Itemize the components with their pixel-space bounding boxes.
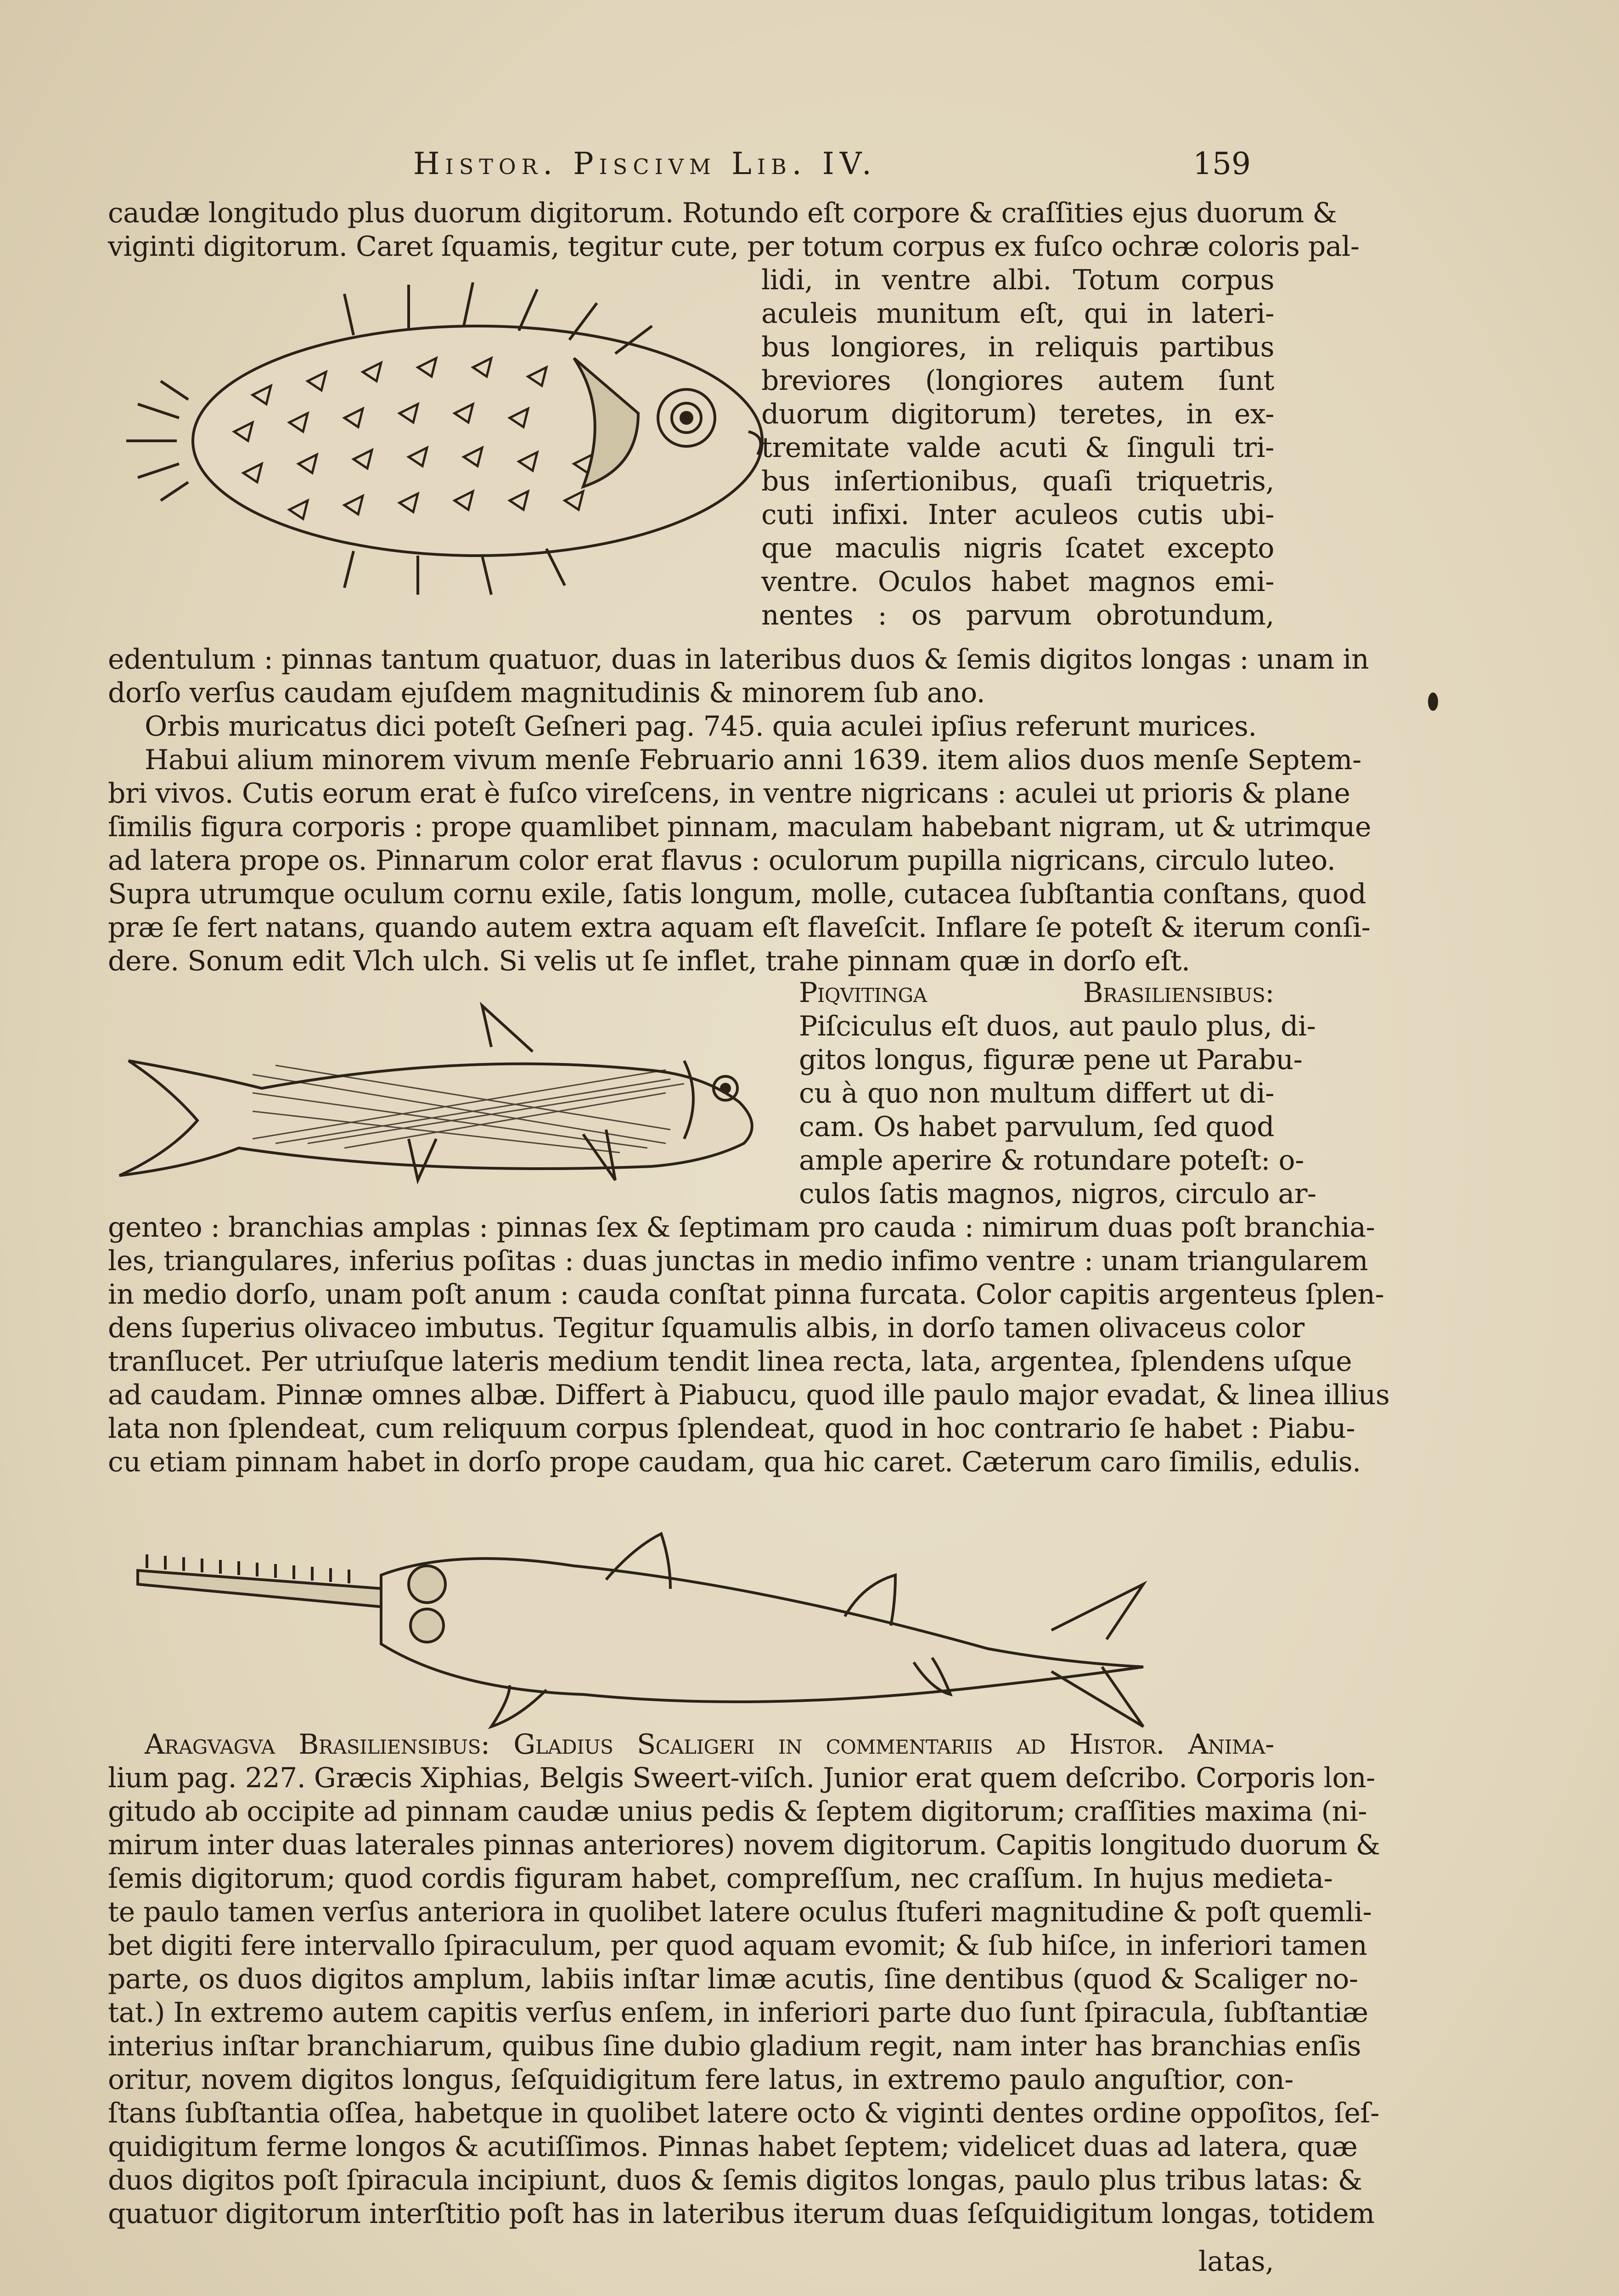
text-beside-porcupine-fish [761, 264, 1274, 632]
text-line: culos ſatis magnos, nigros, circulo ar- [799, 1178, 1316, 1210]
text-beside-piquitinga-fish [799, 976, 1316, 1211]
text-line: lium pag. 227. Græcis Xiphias, Belgis Sweert-viſch. Junior erat quem deſcribo. Corporis lon- [108, 1762, 1375, 1794]
text-line: Piſciculus eſt duos, aut paulo plus, di- [799, 1010, 1316, 1042]
text-line: ample aperire & rotundare poteſt: o- [799, 1144, 1304, 1176]
text-line: lidi, in ventre albi. Totum corpus [761, 264, 1274, 296]
text-line: tremitate valde acuti & ſinguli tri- [761, 432, 1274, 464]
text-line: gitudo ab occipite ad pinnam caudæ unius pedis & ſeptem digitorum; craſſities maxima (ni- [108, 1795, 1367, 1828]
text-line: bri vivos. Cutis eorum erat è fuſco vireſcens, in ventre nigricans : aculei ut prioris & plane [108, 777, 1350, 810]
text-line: dorſo verſus caudam ejuſdem magnitudinis & minorem ſub ano. [108, 677, 985, 709]
text-line: cu à quo non multum differt ut di- [799, 1077, 1274, 1109]
text-line: parte, os duos digitos amplum, labiis inſtar limæ acutis, ſine dentibus (quod & Scaliger no- [108, 1963, 1358, 1995]
text-line: lata non ſplendeat, cum reliquum corpus ſplendeat, quod in hoc contrario ſe habet : Piabu- [108, 1412, 1355, 1445]
ink-blot [1428, 692, 1438, 711]
text-line: aculeis munitum eſt, qui in lateri- [761, 298, 1274, 330]
text-line: interius inſtar branchiarum, quibus ſine dubio gladium regit, nam inter has branchias enſis [108, 2030, 1361, 2062]
text-line: quatuor digitorum interſtitio poſt has in lateribus iterum duas ſeſquidigitum longas, totidem [108, 2198, 1375, 2230]
text-line: in medio dorſo, unam poſt anum : cauda conſtat pinna furcata. Color capitis argenteus ſplen- [108, 1278, 1384, 1311]
text-line: dere. Sonum edit Vlch ulch. Si velis ut ſe inflet, trahe pinnam quæ in dorſo eſt. [108, 945, 1190, 977]
text-line: ſemis digitorum; quod cordis figuram habet, compreſſum, nec craſſum. In hujus medieta- [108, 1863, 1333, 1895]
text-line: breviores (longiores autem ſunt [761, 365, 1274, 397]
text-line: duos digitos poſt ſpiracula incipiunt, duos & ſemis digitos longas, paulo plus tribus latas: & [108, 2164, 1362, 2196]
text-line: viginti digitorum. Caret ſquamis, tegitur cute, per totum corpus ex fuſco ochræ coloris pal- [108, 231, 1360, 263]
text-line: ad caudam. Pinnæ omnes albæ. Differt à Piabucu, quod ille paulo major evadat, & linea illius [108, 1379, 1390, 1411]
text-line: Habui alium minorem vivum menſe Februario anni 1639. item alios duos menſe Septem- [145, 744, 1361, 776]
text-line: tat.) In extremo autem capitis verſus enſem, in inferiori parte duo ſunt ſpiracula, ſubſtantiæ [108, 1997, 1368, 2029]
text-line: nentes : os parvum obrotundum, [761, 599, 1274, 631]
piquitinga-fish-illustration [115, 1001, 794, 1194]
text-line: Supra utrumque oculum cornu exile, ſatis longum, molle, cutacea ſubſtantia conſtans, quod [108, 878, 1366, 910]
text-line: tranſlucet. Per utriuſque lateris medium tendit linea recta, lata, argentea, ſplendens uſque [108, 1345, 1352, 1378]
text-line: edentulum : pinnas tantum quatuor, duas in lateribus duos & ſemis digitos longas : unam in [108, 643, 1369, 675]
text-line: quidigitum ferme longos & acutiſſimos. Pinnas habet ſeptem; videlicet duas ad latera, quæ [108, 2131, 1358, 2163]
text-line: cam. Os habet parvulum, ſed quod [799, 1111, 1274, 1143]
text-line: caudæ longitudo plus duorum digitorum. Rotundo eſt corpore & craſſities ejus duorum & [108, 197, 1337, 229]
running-title: Histor. Piscivm Lib. IV. [413, 146, 877, 181]
text-line: cu etiam pinnam habet in dorſo prope caudam, qua hic caret. Cæterum caro ſimilis, edulis. [108, 1446, 1361, 1478]
text-line: que maculis nigris ſcatet excepto [761, 532, 1274, 564]
text-line: Orbis muricatus dici poteſt Geſneri pag. 745. quia aculei ipſius referunt murices. [145, 710, 1257, 743]
text-line: bus longiores, in reliquis partibus [761, 331, 1274, 363]
text-top [108, 197, 1360, 264]
text-line: les, triangulares, inferius poſitas : duas junctas in medio infimo ventre : unam triangularem [108, 1245, 1368, 1277]
text-line: ſtans ſubſtantia oſſea, habetque in quolibet latere octo & viginti dentes ordine oppoſitos, ſeſ- [108, 2097, 1379, 2129]
text-line: ventre. Oculos habet magnos emi- [761, 566, 1274, 598]
text-line: Aragvagva Braſilienſibus: Gladius Scaligeri in commentariis ad Hiſtor. Anima- [145, 1728, 1274, 1761]
sawfish-illustration [133, 1525, 1244, 1740]
catchword: latas, [1198, 2245, 1274, 2278]
page-number: 159 [1193, 146, 1251, 181]
text-line: cuti infixi. Inter aculeos cutis ubi- [761, 499, 1274, 531]
text-line: genteo : branchias amplas : pinnas ſex & ſeptimam pro cauda : nimirum duas poſt branchia- [108, 1211, 1375, 1244]
text-line: mirum inter duas laterales pinnas anteriores) novem digitorum. Capitis longitudo duorum & [108, 1829, 1380, 1861]
text-line: bet digiti fere intervallo ſpiraculum, per quod aquam evomit; & ſub hiſce, in inferiori tamen [108, 1930, 1367, 1962]
text-line: præ ſe fert natans, quando autem extra aquam eſt flaveſcit. Inflare ſe poteſt & iterum conſi- [108, 912, 1371, 944]
text-lower-middle [108, 1211, 1390, 1479]
porcupine-fish-illustration [115, 280, 804, 602]
text-line: duorum digitorum) teretes, in ex- [761, 398, 1274, 430]
text-line: gitos longus, figuræ pene ut Parabu- [799, 1044, 1303, 1076]
text-line: Piqvitinga Braſilienſibus: [799, 977, 1274, 1009]
text-line: bus inſertionibus, quaſi triquetris, [761, 465, 1274, 497]
text-line: dens ſuperius olivaceo imbutus. Tegitur ſquamulis albis, in dorſo tamen olivaceus color [108, 1312, 1304, 1344]
text-line: te paulo tamen verſus anteriora in quolibet latere oculus ſtuferi magnitudine & poſt quemli- [108, 1896, 1372, 1928]
text-line: oritur, novem digitos longus, ſeſquidigitum fere latus, in extremo paulo anguſtior, con- [108, 2064, 1293, 2096]
text-middle [108, 643, 1372, 978]
text-line: ad latera prope os. Pinnarum color erat flavus : oculorum pupilla nigricans, circulo luteo. [108, 844, 1336, 877]
text-bottom [108, 1728, 1380, 2231]
text-line: ſimilis figura corporis : prope quamlibet pinnam, maculam habebant nigram, ut & utrimque [108, 811, 1372, 843]
